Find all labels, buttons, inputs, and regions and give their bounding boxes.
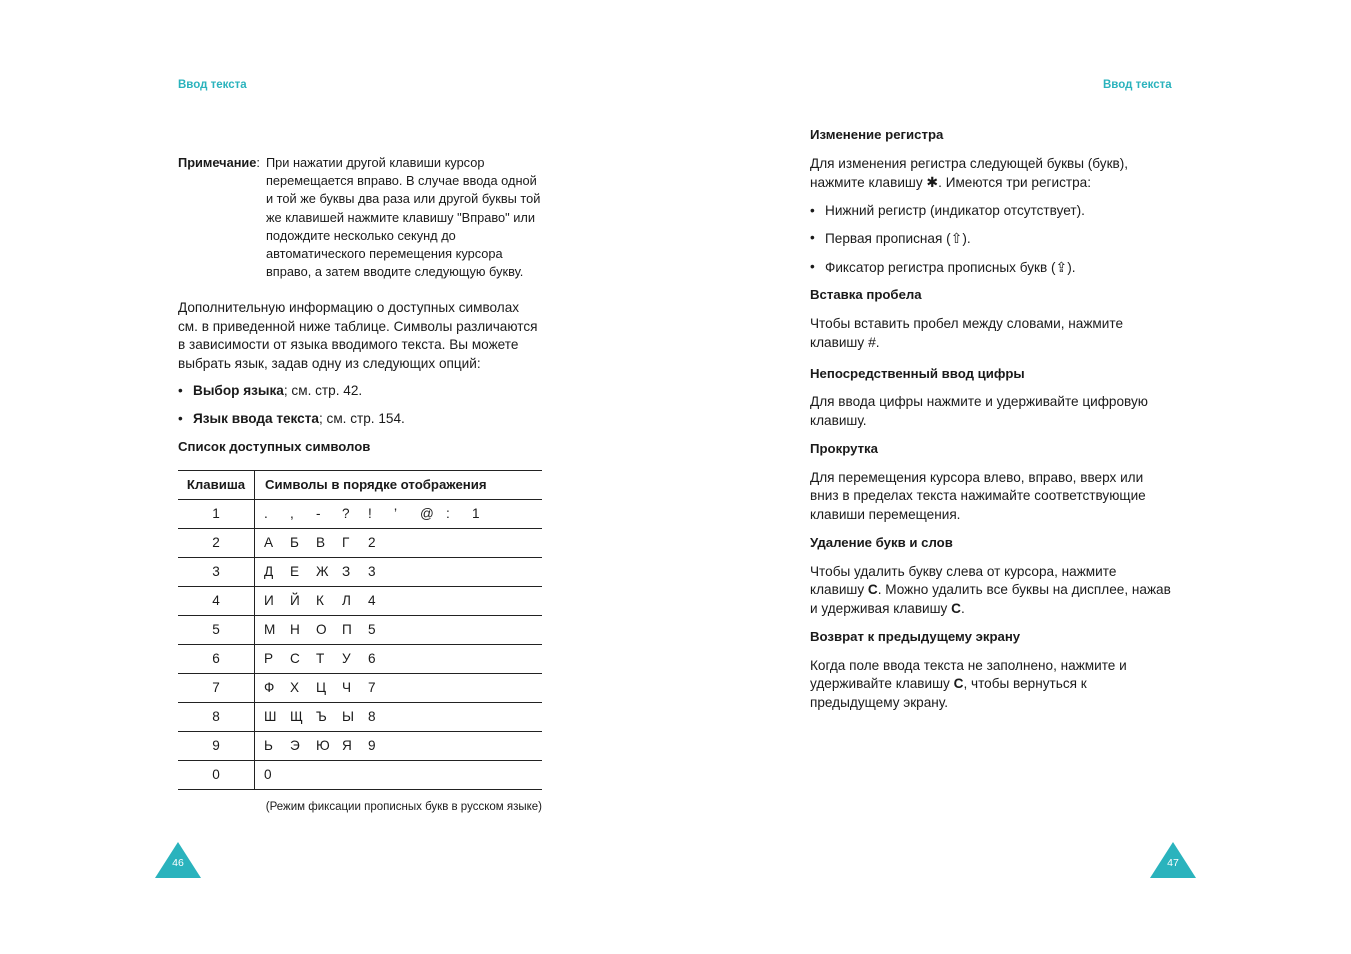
symbol: 3: [368, 563, 376, 579]
table-row: [178, 586, 542, 615]
symbols-cell: [255, 528, 543, 557]
symbol: ?: [342, 505, 350, 521]
symbols-cell: [255, 731, 543, 760]
symbol: П: [342, 621, 352, 637]
symbol: О: [316, 621, 327, 637]
column-header-key: Клавиша: [178, 470, 255, 499]
symbol: Г: [342, 534, 350, 550]
symbol: Р: [264, 650, 274, 666]
left-page: [178, 154, 542, 816]
table-row: [178, 528, 542, 557]
key-cell: 1: [178, 499, 255, 528]
key-cell: 8: [178, 702, 255, 731]
symbol: 7: [368, 679, 376, 695]
symbols-cell: [255, 586, 543, 615]
list-item: • Язык ввода текста; см. стр. 154.: [178, 410, 405, 426]
star-key-icon: ✱: [926, 174, 939, 190]
table-row: [178, 615, 542, 644]
symbol: Э: [290, 737, 300, 753]
hash-key-icon: #: [867, 334, 876, 350]
scroll-paragraph: Для перемещения курсора влево, вправо, вверх или вниз в пределах текста нажимайте соответствующие клавиши перемещения.: [810, 469, 1146, 522]
page-number-left: 46: [172, 857, 184, 869]
table-row: [178, 557, 542, 586]
symbols-cell: [255, 499, 543, 528]
delete-paragraph: Чтобы удалить букву слева от курсора, нажмите клавишу C. Можно удалить все буквы на дисплее, нажав и удерживая клавишу C.: [810, 563, 1171, 616]
table-row: [178, 673, 542, 702]
key-cell: 4: [178, 586, 255, 615]
table-title: Список доступных символов: [178, 439, 371, 455]
back-heading: Возврат к предыдущему экрану: [810, 629, 1021, 644]
symbols-cell: [255, 557, 543, 586]
table-row: [178, 644, 542, 673]
symbol: 4: [368, 592, 376, 608]
table-caption: (Режим фиксации прописных букв в русском языке): [265, 800, 542, 813]
symbol: И: [264, 592, 274, 608]
table-row: [178, 499, 542, 528]
list-item: • Выбор языка; см. стр. 42.: [178, 383, 363, 399]
language-options-list: [178, 382, 542, 428]
symbol: Ш: [264, 708, 277, 724]
key-cell: 5: [178, 615, 255, 644]
digit-heading: Непосредственный ввод цифры: [810, 365, 1025, 381]
symbol: А: [264, 534, 274, 550]
symbols-cell: [255, 702, 543, 731]
column-header-symbols: Символы в порядке отображения: [255, 470, 543, 499]
symbol: ,: [290, 505, 294, 521]
symbol: 8: [368, 708, 376, 724]
symbol: 9: [368, 737, 376, 753]
symbol: М: [264, 621, 276, 637]
symbol: ’: [394, 505, 398, 521]
delete-heading: Удаление букв и слов: [810, 535, 953, 550]
list-item: • Нижний регистр (индикатор отсутствует).: [810, 202, 1085, 218]
back-paragraph: Когда поле ввода текста не заполнено, нажмите и удерживайте клавишу C, чтобы вернуться к предыдущему экрану.: [810, 657, 1127, 710]
symbol: З: [342, 563, 351, 579]
table-row: [178, 731, 542, 760]
symbol: 1: [472, 505, 480, 521]
symbol: -: [316, 505, 321, 521]
key-cell: 9: [178, 731, 255, 760]
symbol: .: [264, 505, 268, 521]
symbols-cell: [255, 615, 543, 644]
symbol: Л: [342, 592, 351, 608]
symbol: 6: [368, 650, 376, 666]
symbol: Н: [290, 621, 300, 637]
page-number-right: 47: [1167, 857, 1179, 869]
symbol: Ж: [316, 563, 329, 579]
symbol: 0: [264, 766, 272, 782]
left-page-header: Ввод текста: [178, 79, 247, 91]
symbol: Д: [264, 563, 274, 579]
symbol: Е: [290, 563, 300, 579]
symbol: !: [368, 505, 372, 521]
space-paragraph: Чтобы вставить пробел между словами, нажмите клавишу #.: [810, 315, 1124, 350]
intro-paragraph: Дополнительную информацию о доступных символах см. в приведенной ниже таблице. Символы различаются в зависимости от языка вводимого текста. Вы можете выбрать язык, задав одну из следующих опций:: [178, 300, 538, 371]
symbol: Я: [342, 737, 352, 753]
key-cell: 3: [178, 557, 255, 586]
symbol: :: [446, 505, 450, 521]
symbol: Ь: [264, 737, 273, 753]
caps-lock-icon: ⇪: [1055, 258, 1068, 275]
symbol: Т: [316, 650, 325, 666]
symbol: @: [420, 505, 434, 521]
note-label: Примечание: [178, 155, 257, 170]
symbol: Ц: [316, 679, 327, 695]
case-paragraph: Для изменения регистра следующей буквы (букв), нажмите клавишу ✱. Имеются три регистра:: [810, 155, 1129, 190]
key-cell: 0: [178, 760, 255, 789]
symbol: В: [316, 534, 326, 550]
symbol: 5: [368, 621, 376, 637]
key-cell: 2: [178, 528, 255, 557]
symbol: Б: [290, 534, 299, 550]
key-cell: 6: [178, 644, 255, 673]
case-heading: Изменение регистра: [810, 127, 944, 142]
digit-paragraph: Для ввода цифры нажмите и удерживайте цифровую клавишу.: [810, 394, 1148, 428]
right-page: [810, 126, 1172, 712]
table-row: [178, 760, 542, 789]
symbol: Х: [290, 679, 300, 695]
symbol: Ю: [316, 737, 330, 753]
right-page-header: Ввод текста: [1103, 79, 1172, 91]
symbols-cell: [255, 673, 543, 702]
shift-icon: ⇧: [950, 230, 963, 246]
symbol: С: [290, 650, 300, 666]
list-item: • Первая прописная (⇧).: [810, 230, 971, 246]
table-row: [178, 702, 542, 731]
symbol: 2: [368, 534, 376, 550]
list-item: • Фиксатор регистра прописных букв (⇪).: [810, 258, 1076, 275]
symbol: Ы: [342, 708, 355, 724]
symbol: К: [316, 592, 324, 608]
key-cell: 7: [178, 673, 255, 702]
table-header-row: [178, 470, 542, 499]
space-heading: Вставка пробела: [810, 287, 922, 302]
symbol: Ф: [264, 679, 275, 695]
symbols-cell: [255, 760, 543, 789]
note: Примечание : При нажатии другой клавиши курсор перемещается вправо. В случае ввода одной и той же буквы два раза или другой буквы той же клавишей нажмите клавишу "Вправо" или подождите несколько секунд до автоматического перемещения курсора вправо, а затем вводите следующую букву.: [178, 154, 542, 281]
symbol: Й: [290, 592, 300, 608]
note-text: При нажатии другой клавиши курсор перемещается вправо. В случае ввода одной и той же буквы два раза или другой буквы той же клавишей нажмите клавишу "Вправо" или подождите несколько секунд до автоматического перемещения курсора вправо, а затем вводите следующую букву.: [265, 155, 541, 280]
symbol: Ч: [342, 679, 352, 695]
symbol: Ъ: [316, 708, 327, 724]
symbol: Щ: [290, 708, 303, 724]
symbols-table: [178, 470, 542, 790]
symbol: У: [342, 650, 351, 666]
scroll-heading: Прокрутка: [810, 441, 878, 456]
symbols-cell: [255, 644, 543, 673]
case-list: [810, 202, 1172, 278]
